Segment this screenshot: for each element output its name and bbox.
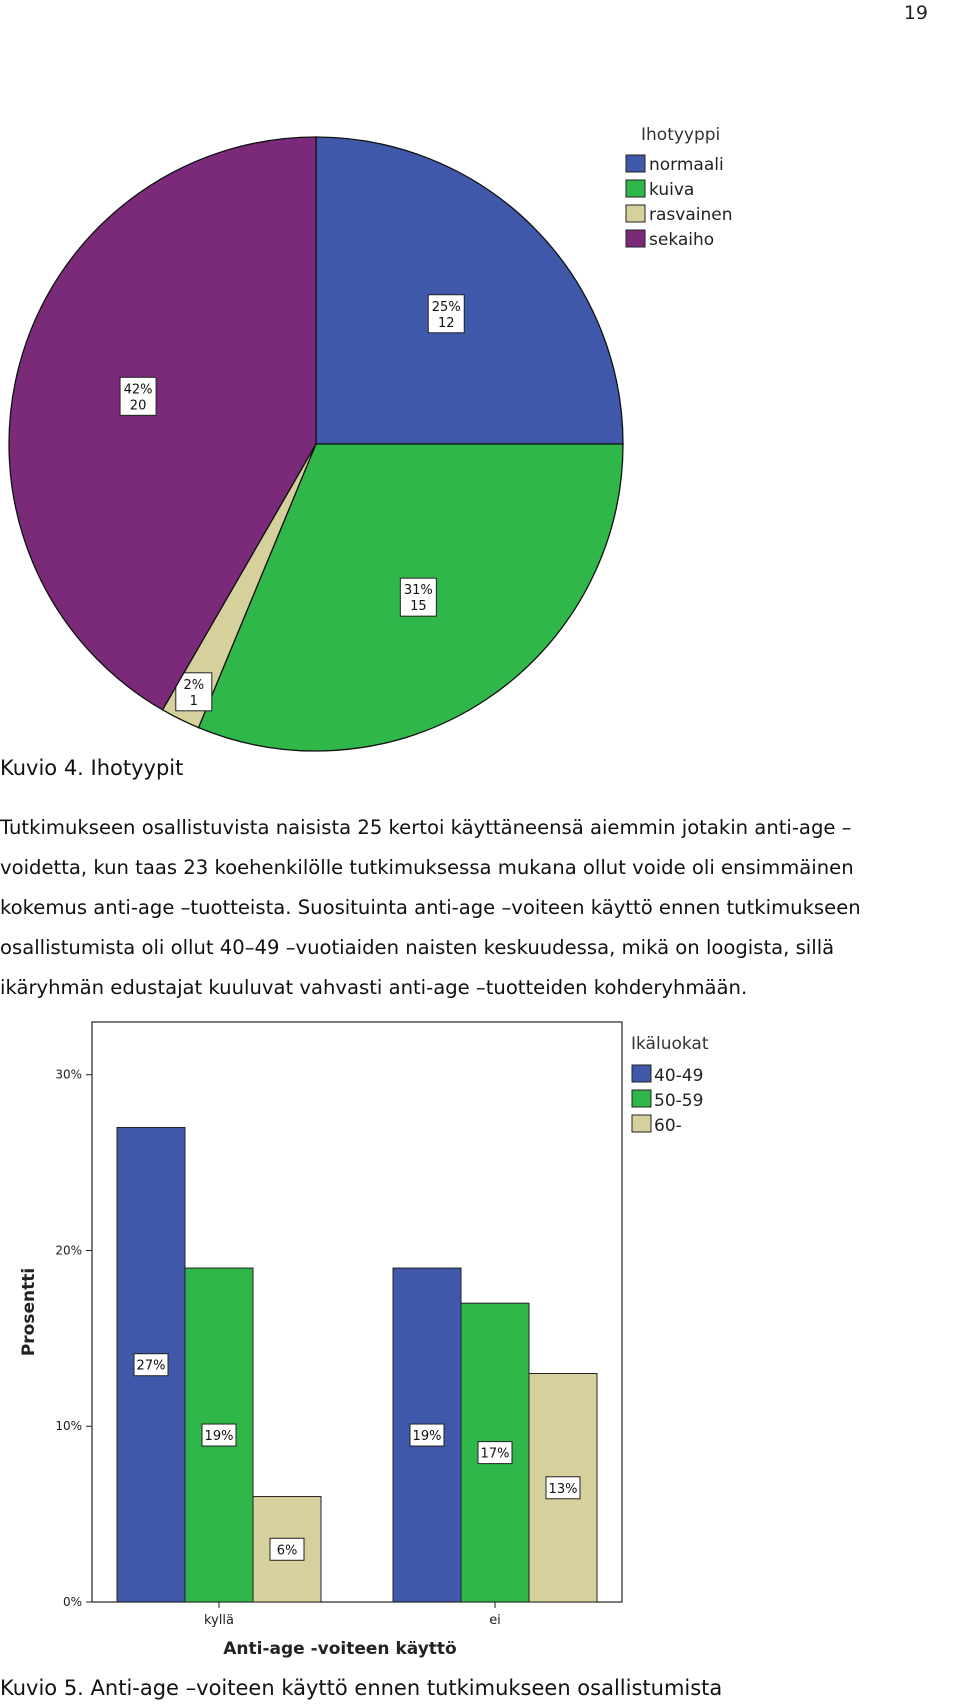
figure-4-caption: Kuvio 4. Ihotyypit bbox=[0, 756, 184, 780]
legend-swatch bbox=[626, 230, 645, 247]
data-label: 6% bbox=[276, 1543, 298, 1559]
percent-label: 42% bbox=[123, 382, 153, 398]
legend-label: kuiva bbox=[649, 180, 695, 200]
page-number: 19 bbox=[903, 2, 928, 24]
pie-slice-label bbox=[120, 377, 156, 415]
x-tick-label: kyllä bbox=[204, 1613, 234, 1628]
paragraph-line: kokemus anti-age –tuotteista. Suosituinta anti-age –voiteen käyttö ennen tutkimukseen bbox=[0, 896, 861, 919]
pie-legend bbox=[626, 125, 732, 250]
bar-value-label bbox=[410, 1424, 444, 1446]
data-label: 19% bbox=[204, 1429, 234, 1445]
legend-label: 60- bbox=[654, 1116, 682, 1136]
legend-swatch bbox=[632, 1065, 651, 1082]
anti-age-use-bar-chart bbox=[0, 1010, 960, 1675]
skin-type-pie-chart bbox=[0, 120, 960, 760]
percent-label: 31% bbox=[403, 583, 433, 599]
y-tick-label: 0% bbox=[62, 1595, 82, 1609]
count-label: 12 bbox=[437, 315, 455, 331]
legend-label: normaali bbox=[649, 155, 724, 175]
legend-swatch bbox=[626, 180, 645, 197]
figure-5-caption: Kuvio 5. Anti-age –voiteen käyttö ennen tutkimukseen osallistumista bbox=[0, 1676, 723, 1700]
legend-title: Ikäluokat bbox=[631, 1034, 709, 1054]
data-label: 19% bbox=[412, 1429, 442, 1445]
pie-slice-normaali bbox=[316, 137, 623, 444]
paragraph-line: ikäryhmän edustajat kuuluvat vahvasti anti-age –tuotteiden kohderyhmään. bbox=[0, 976, 748, 999]
x-axis-label: Anti-age -voiteen käyttö bbox=[223, 1639, 457, 1659]
legend-label: rasvainen bbox=[649, 205, 733, 225]
paragraph-line: voidetta, kun taas 23 koehenkilölle tutkimuksessa mukana ollut voide oli ensimmäinen bbox=[0, 856, 854, 879]
x-tick-label: ei bbox=[489, 1613, 501, 1628]
bar-value-label bbox=[478, 1442, 512, 1464]
count-label: 20 bbox=[129, 398, 147, 414]
bar-value-label bbox=[546, 1477, 580, 1499]
legend-label: 40-49 bbox=[654, 1066, 704, 1086]
legend-label: 50-59 bbox=[654, 1091, 704, 1111]
paragraph-line: Tutkimukseen osallistuvista naisista 25 kertoi käyttäneensä aiemmin jotakin anti-age – bbox=[0, 816, 852, 839]
bar-value-label bbox=[202, 1424, 236, 1446]
legend-title: Ihotyyppi bbox=[641, 125, 721, 145]
legend-swatch bbox=[626, 205, 645, 222]
y-tick-label: 30% bbox=[55, 1067, 82, 1082]
legend-label: sekaiho bbox=[649, 230, 715, 250]
data-label: 17% bbox=[480, 1446, 510, 1462]
y-tick-label: 10% bbox=[55, 1419, 82, 1434]
bar-legend bbox=[631, 1034, 709, 1136]
y-tick-label: 20% bbox=[55, 1243, 82, 1258]
pie-slice-label bbox=[400, 578, 436, 616]
legend-swatch bbox=[626, 155, 645, 172]
body-paragraph bbox=[0, 808, 950, 1008]
bar-value-label bbox=[134, 1354, 168, 1376]
count-label: 1 bbox=[189, 693, 198, 709]
data-label: 27% bbox=[136, 1358, 166, 1374]
legend-swatch bbox=[632, 1090, 651, 1107]
data-label: 13% bbox=[548, 1481, 578, 1497]
percent-label: 25% bbox=[431, 299, 461, 315]
legend-swatch bbox=[632, 1115, 651, 1132]
pie-slice-label bbox=[428, 295, 464, 333]
count-label: 15 bbox=[410, 599, 427, 615]
paragraph-line: osallistumista oli ollut 40–49 –vuotiaiden naisten keskuudessa, mikä on loogista, sillä bbox=[0, 936, 835, 959]
bar-value-label bbox=[270, 1538, 304, 1560]
percent-label: 2% bbox=[183, 677, 205, 693]
y-axis-label: Prosentti bbox=[19, 1267, 39, 1357]
